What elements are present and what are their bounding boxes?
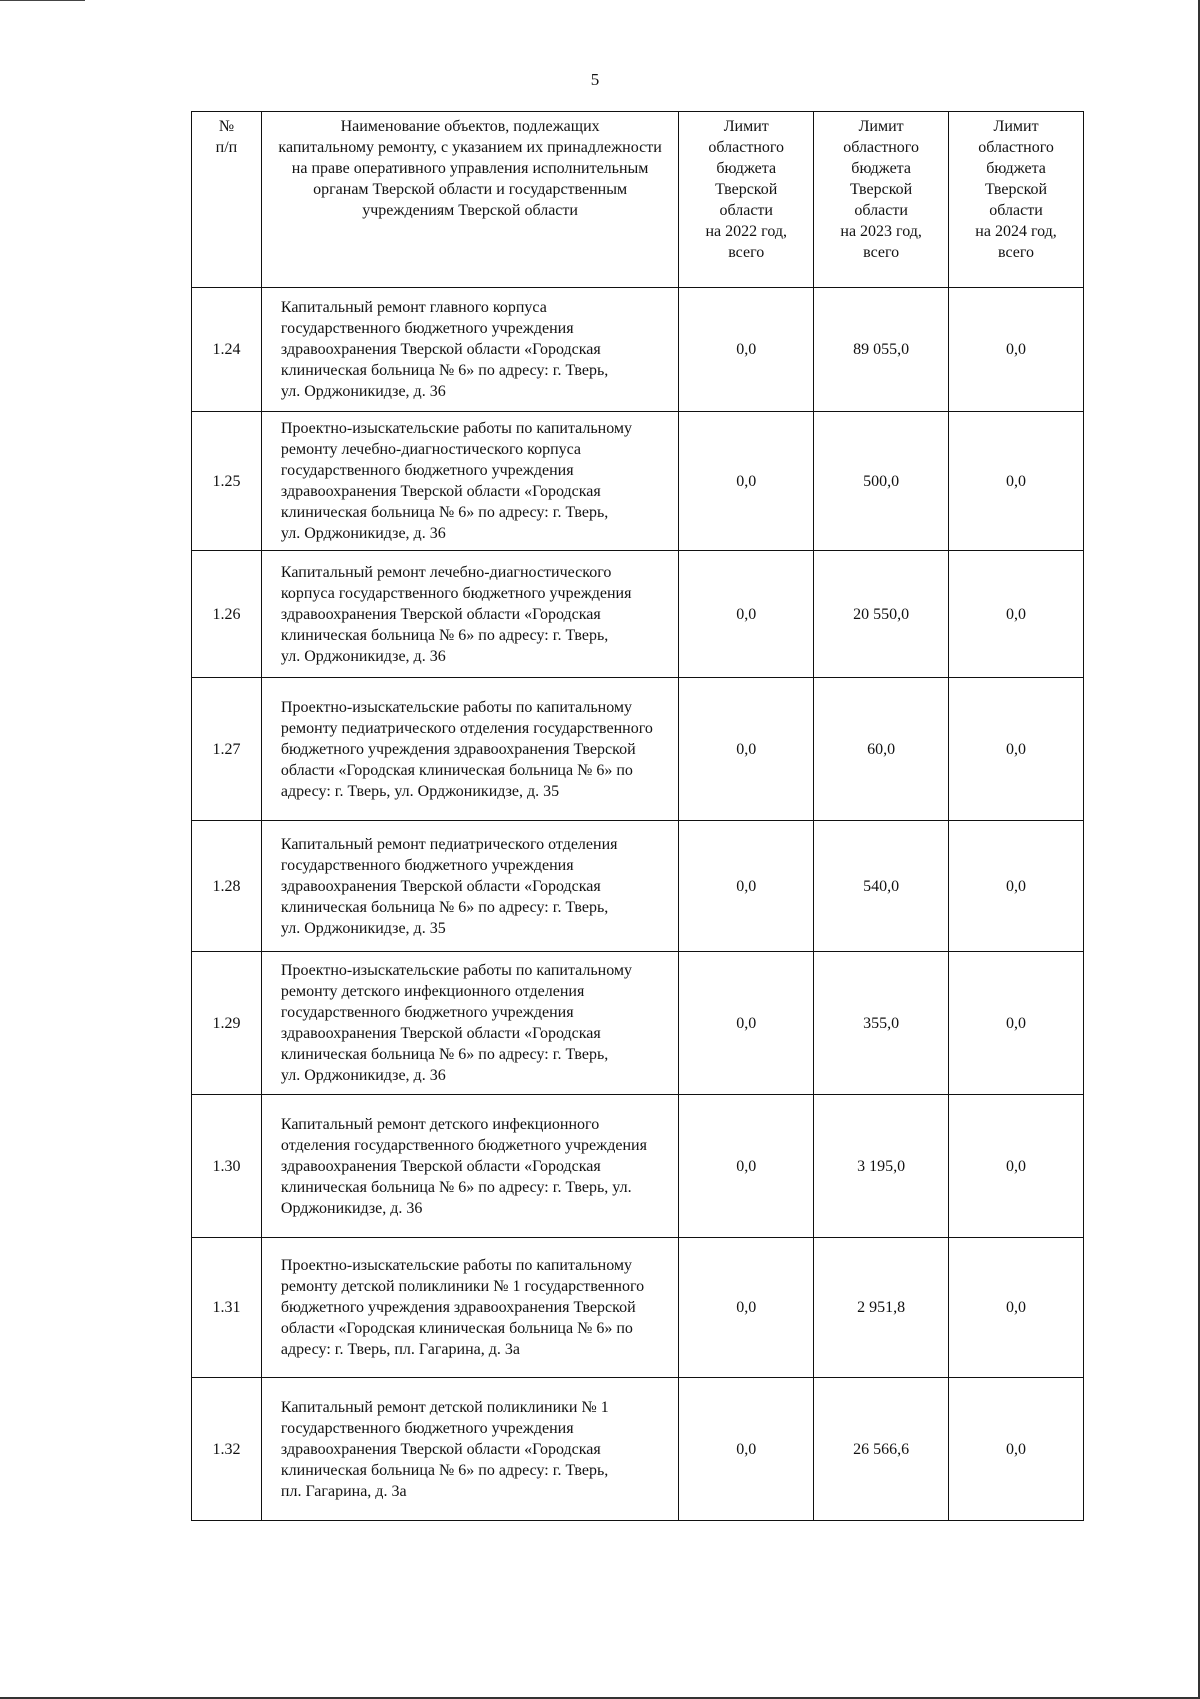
text-line: клиническая больница № 6» по адресу: г. Тверь, [280,898,609,916]
text-line: государственного бюджетного учреждения [280,1419,574,1437]
text-line: Проектно-изыскательские работы по капитальному [280,698,633,716]
text-line: адресу: г. Тверь, ул. Орджоникидзе, д. 35 [280,782,560,800]
text-line: Проектно-изыскательские работы по капитальному [280,420,633,437]
text-line: государственного бюджетного учреждения [280,462,574,479]
text-line: на 2023 год, [840,223,922,240]
scan-edge-top [0,0,85,1]
text-line: клиническая больница № 6» по адресу: г. Тверь, [280,1046,609,1063]
text-line: здравоохранения Тверской области «Городская [280,1157,601,1175]
text-line: области «Городская клиническая больница № 6» по [280,1320,633,1337]
text-line: областного [978,139,1054,156]
row-limit-2022: 0,0 [679,1095,814,1238]
text-line: Наименование объектов, подлежащих [340,118,600,135]
capital-repair-limits-table [191,111,1084,1521]
row-number: 1.28 [192,821,262,952]
text-line: Лимит [723,118,769,135]
row-limit-2024: 0,0 [949,678,1084,821]
table-row [192,1095,1084,1238]
text-line: бюджета [851,160,911,177]
text-line: здравоохранения Тверской области «Городская [280,483,601,500]
row-limit-2023: 26 566,6 [814,1378,949,1521]
text-line: области «Городская клиническая больница № 6» по [280,761,633,779]
text-line: на праве оперативного управления исполнительным [291,160,649,177]
row-limit-2024: 0,0 [949,1378,1084,1521]
text-line: бюджетного учреждения здравоохранения Тверской [280,1299,636,1316]
text-line: пл. Гагарина, д. 3а [280,1482,407,1500]
row-limit-2023: 355,0 [814,952,949,1095]
text-line: органам Тверской области и государственным [313,181,628,198]
header-limit-2023 [814,112,949,288]
text-line: ремонту педиатрического отделения государственного [280,719,653,737]
text-line: п/п [215,139,238,156]
text-line: ул. Орджоникидзе, д. 36 [280,647,446,665]
text-line: бюджета [716,160,777,177]
row-limit-2023: 2 951,8 [814,1238,949,1378]
row-limit-2022: 0,0 [679,1378,814,1521]
text-line: государственного бюджетного учреждения [280,320,574,337]
row-object-name [261,1378,678,1521]
text-line: области [719,202,773,219]
table-row [192,678,1084,821]
text-line: на 2024 год, [975,223,1057,240]
row-limit-2023: 500,0 [814,412,949,551]
text-line: Капитальный ремонт лечебно-диагностического [280,563,612,581]
text-line: бюджета [986,160,1046,177]
row-limit-2022: 0,0 [679,412,814,551]
text-line: отделения государственного бюджетного учреждения [280,1136,647,1154]
text-line: клиническая больница № 6» по адресу: г. Тверь, [280,1461,609,1479]
text-line: Проектно-изыскательские работы по капитальному [280,962,633,979]
row-limit-2024: 0,0 [949,288,1084,412]
row-limit-2022: 0,0 [679,288,814,412]
text-line: адресу: г. Тверь, пл. Гагарина, д. 3а [280,1341,520,1358]
row-number: 1.32 [192,1378,262,1521]
text-line: здравоохранения Тверской области «Городская [280,1025,601,1042]
text-line: здравоохранения Тверской области «Городская [280,1440,601,1458]
text-line: Лимит [858,118,904,135]
text-line: здравоохранения Тверской области «Городская [280,605,601,623]
text-line: Проектно-изыскательские работы по капитальному [280,1257,633,1274]
text-line: Тверской [715,181,778,198]
row-object-name [261,412,678,551]
table-row [192,821,1084,952]
row-number: 1.27 [192,678,262,821]
text-line: Тверской [984,181,1048,198]
row-limit-2024: 0,0 [949,1095,1084,1238]
row-object-name [261,821,678,952]
header-limit-2022 [679,112,814,288]
row-object-name [261,551,678,678]
text-line: на 2022 год, [705,223,787,240]
row-object-name [261,952,678,1095]
page-number: 5 [590,70,600,89]
text-line: Капитальный ремонт педиатрического отделения [280,835,618,853]
row-limit-2024: 0,0 [949,412,1084,551]
table-row [192,412,1084,551]
text-line: Капитальный ремонт детской поликлиники № 1 [280,1398,609,1416]
text-line: клиническая больница № 6» по адресу: г. Тверь, [280,362,609,379]
text-line: ул. Орджоникидзе, д. 36 [280,1067,446,1084]
text-line: государственного бюджетного учреждения [280,1004,574,1021]
row-limit-2023: 20 550,0 [814,551,949,678]
text-line: здравоохранения Тверской области «Городская [280,877,601,895]
text-line: области [854,202,908,219]
row-object-name [261,1238,678,1378]
table-header-row [192,112,1084,288]
text-line: ремонту детского инфекционного отделения [280,983,585,1000]
row-number: 1.26 [192,551,262,678]
row-limit-2024: 0,0 [949,551,1084,678]
header-limit-2024 [949,112,1084,288]
table-row [192,952,1084,1095]
row-limit-2024: 0,0 [949,1238,1084,1378]
row-limit-2024: 0,0 [949,952,1084,1095]
text-line: Тверской [850,181,913,198]
text-line: области [989,202,1043,219]
text-line: бюджетного учреждения здравоохранения Тверской [280,740,636,758]
text-line: областного [843,139,919,156]
row-limit-2022: 0,0 [679,1238,814,1378]
text-line: областного [708,139,785,156]
text-line: клиническая больница № 6» по адресу: г. Тверь, [280,626,609,644]
table-row [192,288,1084,412]
text-line: всего [998,244,1035,261]
row-limit-2024: 0,0 [949,821,1084,952]
row-limit-2022: 0,0 [679,551,814,678]
text-line: ул. Орджоникидзе, д. 36 [280,525,446,542]
row-limit-2023: 89 055,0 [814,288,949,412]
text-line: капитальному ремонту, с указанием их принадлежности [278,139,662,156]
row-limit-2023: 540,0 [814,821,949,952]
text-line: № [218,118,235,135]
text-line: всего [728,244,765,261]
text-line: ремонту детской поликлиники № 1 государственного [280,1278,645,1295]
row-object-name [261,288,678,412]
row-limit-2022: 0,0 [679,952,814,1095]
row-object-name [261,1095,678,1238]
text-line: клиническая больница № 6» по адресу: г. Тверь, [280,504,609,521]
text-line: Капитальный ремонт главного корпуса [280,299,547,316]
text-line: учреждениям Тверской области [362,202,578,219]
text-line: здравоохранения Тверской области «Городская [280,341,601,358]
row-object-name [261,678,678,821]
table-row [192,1378,1084,1521]
row-number: 1.30 [192,1095,262,1238]
row-number: 1.24 [192,288,262,412]
text-line: корпуса государственного бюджетного учреждения [280,584,632,602]
text-line: ул. Орджоникидзе, д. 35 [280,919,446,937]
row-number: 1.31 [192,1238,262,1378]
header-number [192,112,262,288]
header-object-name [261,112,678,288]
row-limit-2022: 0,0 [679,821,814,952]
row-number: 1.29 [192,952,262,1095]
row-limit-2023: 3 195,0 [814,1095,949,1238]
table-row [192,551,1084,678]
table-row [192,1238,1084,1378]
text-line: Лимит [993,118,1039,135]
text-line: клиническая больница № 6» по адресу: г. Тверь, ул. [280,1178,632,1196]
text-line: всего [863,244,900,261]
text-line: ремонту лечебно-диагностического корпуса [280,441,582,458]
text-line: Орджоникидзе, д. 36 [280,1199,423,1217]
text-line: Капитальный ремонт детского инфекционного [280,1115,600,1133]
text-line: государственного бюджетного учреждения [280,856,574,874]
row-limit-2023: 60,0 [814,678,949,821]
row-number: 1.25 [192,412,262,551]
row-limit-2022: 0,0 [679,678,814,821]
text-line: ул. Орджоникидзе, д. 36 [280,383,446,400]
